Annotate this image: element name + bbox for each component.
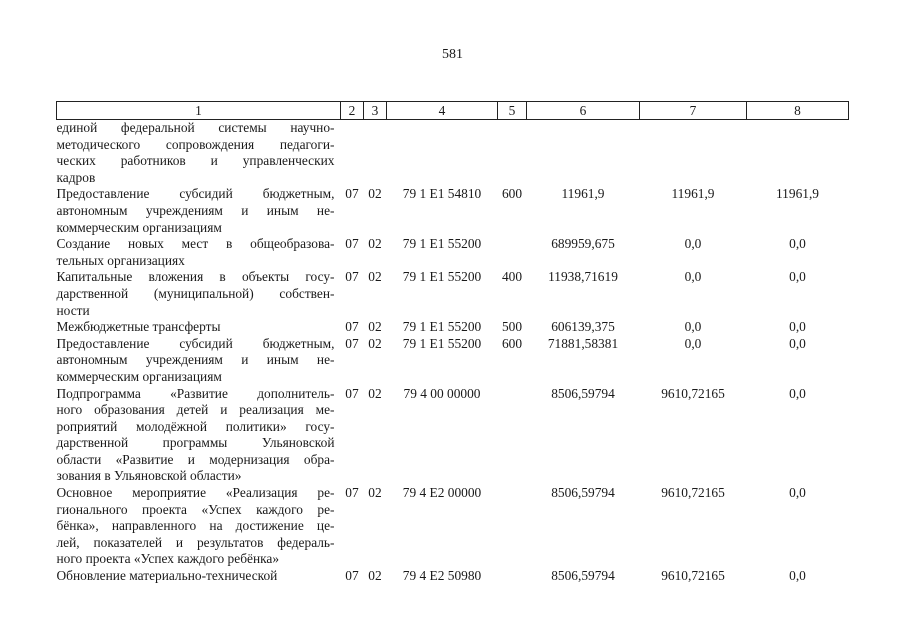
subsection-code: 02 — [368, 568, 382, 584]
col-header-2: 2 — [341, 102, 364, 120]
section-code: 07 — [345, 186, 359, 202]
amount-year-2 — [640, 120, 747, 187]
subsection-code: 02 — [368, 269, 382, 285]
expense-type-code — [498, 236, 527, 269]
subsection-code: 02 — [368, 319, 382, 335]
amount-year-3: 0,0 — [789, 319, 806, 335]
amount-year-1 — [527, 120, 640, 187]
target-article-code: 79 1 E1 55200 — [402, 319, 482, 335]
table-row — [57, 386, 849, 486]
section-code — [341, 120, 364, 187]
target-article-code: 79 1 E1 55200 — [402, 335, 482, 351]
description-line: ности — [56, 302, 90, 318]
description-line: Обновление материально-технической — [56, 568, 278, 584]
description-line: Предоставление субсидий бюджетным, — [56, 335, 335, 351]
expense-type-code: 500 — [501, 319, 523, 335]
description-line: области «Развитие и модернизация обра- — [56, 451, 335, 467]
amount-year-1: 71881,58381 — [547, 335, 619, 351]
table-row — [57, 236, 849, 269]
row-description — [57, 485, 341, 568]
table-row — [57, 485, 849, 568]
expense-type-code: 600 — [501, 335, 523, 351]
row-description — [57, 336, 341, 386]
expense-type-code — [498, 568, 527, 585]
amount-year-3: 11961,9 — [775, 186, 820, 202]
section-code: 07 — [345, 385, 359, 401]
row-description — [57, 269, 341, 319]
amount-year-3: 0,0 — [789, 269, 806, 285]
amount-year-2: 0,0 — [684, 236, 702, 252]
description-line: лей, показателей и результатов федераль- — [56, 534, 335, 550]
amount-year-2: 9610,72165 — [661, 385, 725, 401]
target-article-code: 79 4 00 00000 — [403, 385, 481, 401]
description-line: ного проекта «Успех каждого ребёнка» — [56, 551, 280, 567]
subsection-code: 02 — [368, 385, 382, 401]
target-article-code — [387, 120, 498, 187]
description-line: Подпрограмма «Развитие дополнитель- — [56, 385, 335, 401]
description-line: единой федеральной системы научно- — [56, 120, 335, 135]
amount-year-2: 0,0 — [684, 335, 702, 351]
amount-year-1: 606139,375 — [551, 319, 615, 335]
row-description — [57, 386, 341, 486]
target-article-code: 79 4 E2 00000 — [402, 485, 482, 501]
col-header-7: 7 — [640, 102, 747, 120]
section-code: 07 — [345, 269, 359, 285]
section-code: 07 — [345, 335, 359, 351]
section-code: 07 — [345, 236, 359, 252]
page-number: 581 — [442, 47, 463, 62]
amount-year-1: 8506,59794 — [551, 485, 615, 501]
subsection-code: 02 — [368, 186, 382, 202]
col-header-1: 1 — [57, 102, 341, 120]
description-line: ного образования детей и реализация ме- — [56, 402, 335, 418]
amount-year-2: 9610,72165 — [661, 568, 725, 584]
description-line: Предоставление субсидий бюджетным, — [56, 186, 335, 202]
expense-type-code: 400 — [501, 269, 523, 285]
amount-year-1: 11961,9 — [561, 186, 605, 202]
description-line: гионального проекта «Успех каждого ре- — [56, 501, 335, 517]
amount-year-3: 0,0 — [789, 335, 806, 351]
table-row — [57, 186, 849, 236]
amount-year-1: 689959,675 — [551, 236, 615, 252]
expense-type-code — [498, 386, 527, 486]
expense-type-code — [498, 120, 527, 187]
description-line: бёнка», направленного на достижение це- — [56, 518, 335, 534]
amount-year-3: 0,0 — [789, 385, 806, 401]
target-article-code: 79 1 E1 55200 — [402, 236, 482, 252]
target-article-code: 79 1 E1 55200 — [402, 269, 482, 285]
budget-table — [56, 101, 849, 585]
description-line: Капитальные вложения в объекты госу- — [56, 269, 335, 285]
description-line: автономным учреждениям и иным не- — [56, 352, 335, 368]
row-description — [57, 568, 341, 585]
amount-year-2: 0,0 — [684, 319, 702, 335]
amount-year-2: 11961,9 — [671, 186, 715, 202]
expense-type-code: 600 — [501, 186, 523, 202]
subsection-code: 02 — [368, 335, 382, 351]
section-code: 07 — [345, 485, 359, 501]
table-row — [57, 568, 849, 585]
subsection-code: 02 — [368, 236, 382, 252]
amount-year-2: 0,0 — [684, 269, 702, 285]
amount-year-3: 0,0 — [789, 485, 806, 501]
row-description — [57, 186, 341, 236]
description-line: коммерческим организациям — [56, 368, 222, 384]
description-line: автономным учреждениям и иным не- — [56, 202, 335, 218]
row-description — [57, 319, 341, 336]
row-description — [57, 120, 341, 187]
col-header-5: 5 — [498, 102, 527, 120]
description-line: зования в Ульяновской области» — [56, 468, 242, 484]
col-header-8: 8 — [747, 102, 849, 120]
amount-year-2: 9610,72165 — [661, 485, 725, 501]
amount-year-1: 11938,71619 — [548, 269, 618, 285]
description-line: ческих работников и управленческих — [56, 153, 335, 169]
col-header-6: 6 — [527, 102, 640, 120]
col-header-4: 4 — [387, 102, 498, 120]
amount-year-3 — [747, 120, 849, 187]
table-row — [57, 319, 849, 336]
expense-type-code — [498, 485, 527, 568]
description-line: кадров — [56, 169, 96, 185]
subsection-code — [364, 120, 387, 187]
target-article-code: 79 4 E2 50980 — [402, 568, 482, 584]
row-description — [57, 236, 341, 269]
description-line: методического сопровождения педагоги- — [56, 136, 335, 152]
table-body — [57, 120, 849, 585]
description-line: коммерческим организациям — [56, 219, 222, 235]
col-header-3: 3 — [364, 102, 387, 120]
description-line: тельных организациях — [56, 252, 185, 268]
description-line: Межбюджетные трансферты — [56, 319, 221, 335]
description-line: дарственной (муниципальной) собствен- — [56, 285, 335, 301]
description-line: Создание новых мест в общеобразова- — [56, 236, 335, 252]
table-row — [57, 269, 849, 319]
description-line: дарственной программы Ульяновской — [56, 435, 335, 451]
section-code: 07 — [345, 319, 359, 335]
target-article-code: 79 1 E1 54810 — [402, 186, 482, 202]
description-line: роприятий молодёжной политики» госу- — [56, 418, 335, 434]
amount-year-3: 0,0 — [789, 236, 806, 252]
amount-year-1: 8506,59794 — [551, 385, 615, 401]
table-row — [57, 336, 849, 386]
description-line: Основное мероприятие «Реализация ре- — [56, 485, 335, 501]
section-code: 07 — [345, 568, 359, 584]
amount-year-1: 8506,59794 — [551, 568, 615, 584]
table-row — [57, 120, 849, 187]
subsection-code: 02 — [368, 485, 382, 501]
amount-year-3: 0,0 — [789, 568, 806, 584]
header-row — [57, 102, 849, 120]
